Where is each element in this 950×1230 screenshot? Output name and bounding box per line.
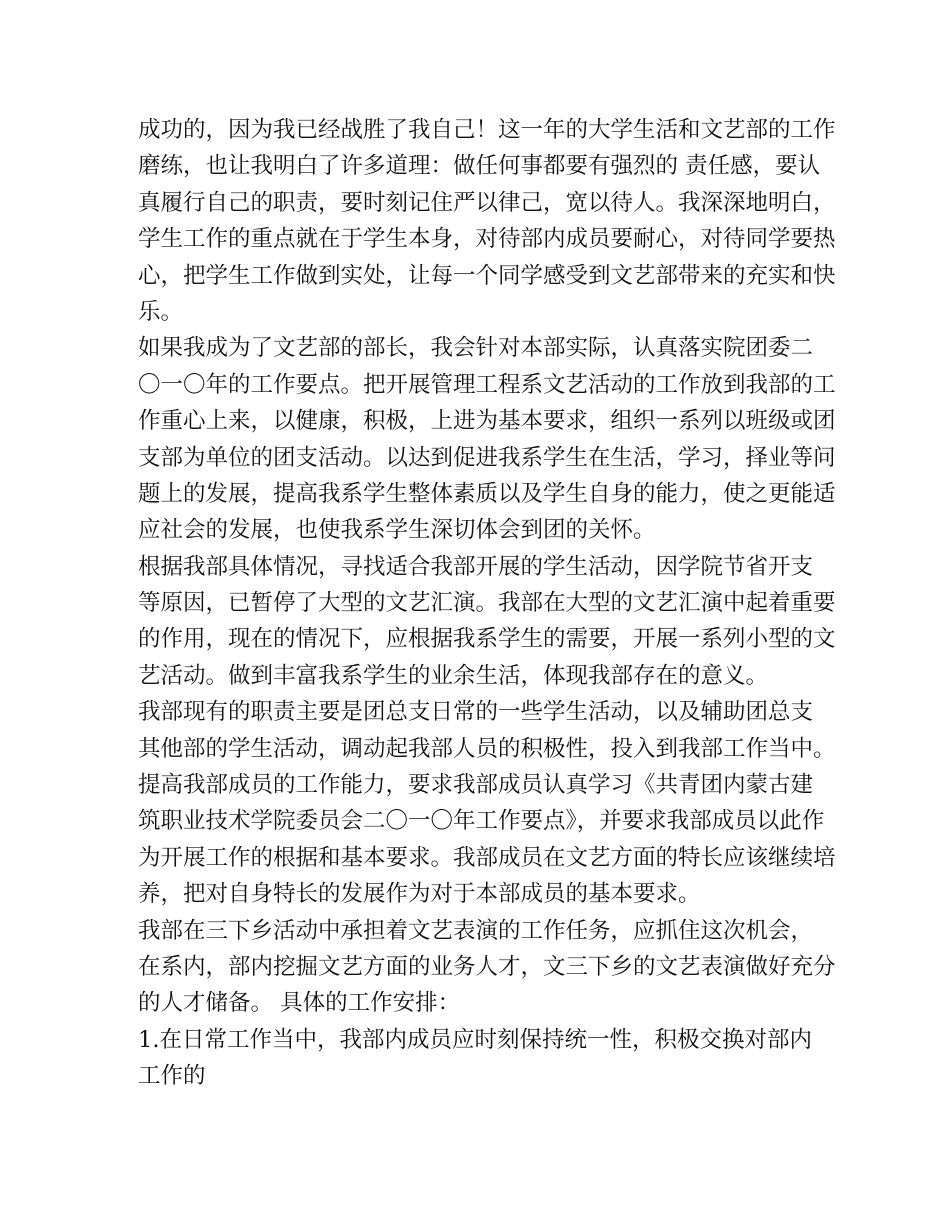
text-line: 学生工作的重点就在于学生本身，对待部内成员要耐心，对待同学要热	[138, 226, 836, 253]
text-line: 工作的	[138, 1063, 206, 1090]
text-line: 的人才储备。 具体的工作安排：	[138, 990, 461, 1017]
document-body	[138, 112, 836, 1095]
text-line: 真履行自己的职责，要时刻记住严以律己，宽以待人。我深深地明白，	[138, 189, 836, 216]
text-line: 养，把对自身特长的发展作为对于本部成员的基本要求。	[138, 881, 701, 908]
text-line: 我部在三下乡活动中承担着文艺表演的工作任务，应抓住这次机会，	[138, 917, 814, 944]
text-line: 提高我部成员的工作能力，要求我部成员认真学习《共青团内蒙古建	[138, 772, 814, 799]
text-line: 在系内，部内挖掘文艺方面的业务人才，文三下乡的文艺表演做好充分	[138, 953, 836, 980]
text-line: 如果我成为了文艺部的部长，我会针对本部实际，认真落实院团委二	[138, 335, 814, 362]
text-line: 我部现有的职责主要是团总支日常的一些学生活动，以及辅助团总支	[138, 699, 814, 726]
text-line: 为开展工作的根据和基本要求。我部成员在文艺方面的特长应该继续培	[138, 844, 836, 871]
text-line: 题上的发展，提高我系学生整体素质以及学生自身的能力，使之更能适	[138, 480, 836, 507]
text-line: 筑职业技术学院委员会二〇一〇年工作要点》，并要求我部成员以此作	[138, 808, 825, 835]
text-line: 磨练，也让我明白了许多道理：做任何事都要有强烈的 责任感，要认	[138, 153, 821, 180]
text-line: 〇一〇年的工作要点。把开展管理工程系文艺活动的工作放到我部的工	[138, 371, 836, 398]
text-line: 成功的，因为我已经战胜了我自己！这一年的大学生活和文艺部的工作	[138, 117, 836, 143]
text-line: 乐。	[138, 298, 184, 325]
text-line: 应社会的发展，也使我系学生深切体会到团的关怀。	[138, 517, 656, 544]
text-line: 的作用，现在的情况下，应根据我系学生的需要，开展一系列小型的文	[138, 626, 836, 653]
text-line: 支部为单位的团支活动。以达到促进我系学生在生活，学习，择业等问	[138, 444, 836, 471]
text-line: 1.在日常工作当中，我部内成员应时刻保持统一性，积极交换对部内	[138, 1026, 812, 1053]
text-line: 心，把学生工作做到实处，让每一个同学感受到文艺部带来的充实和快	[138, 262, 836, 289]
text-line: 其他部的学生活动，调动起我部人员的积极性，投入到我部工作当中。	[138, 735, 836, 762]
text-line: 等原因，已暂停了大型的文艺汇演。我部在大型的文艺汇演中起着重要	[138, 590, 836, 617]
text-line: 根据我部具体情况，寻找适合我部开展的学生活动，因学院节省开支	[138, 553, 814, 580]
text-line: 艺活动。做到丰富我系学生的业余生活，体现我部存在的意义。	[138, 662, 769, 689]
text-line: 作重心上来，以健康，积极，上进为基本要求，组织一系列以班级或团	[138, 408, 836, 435]
